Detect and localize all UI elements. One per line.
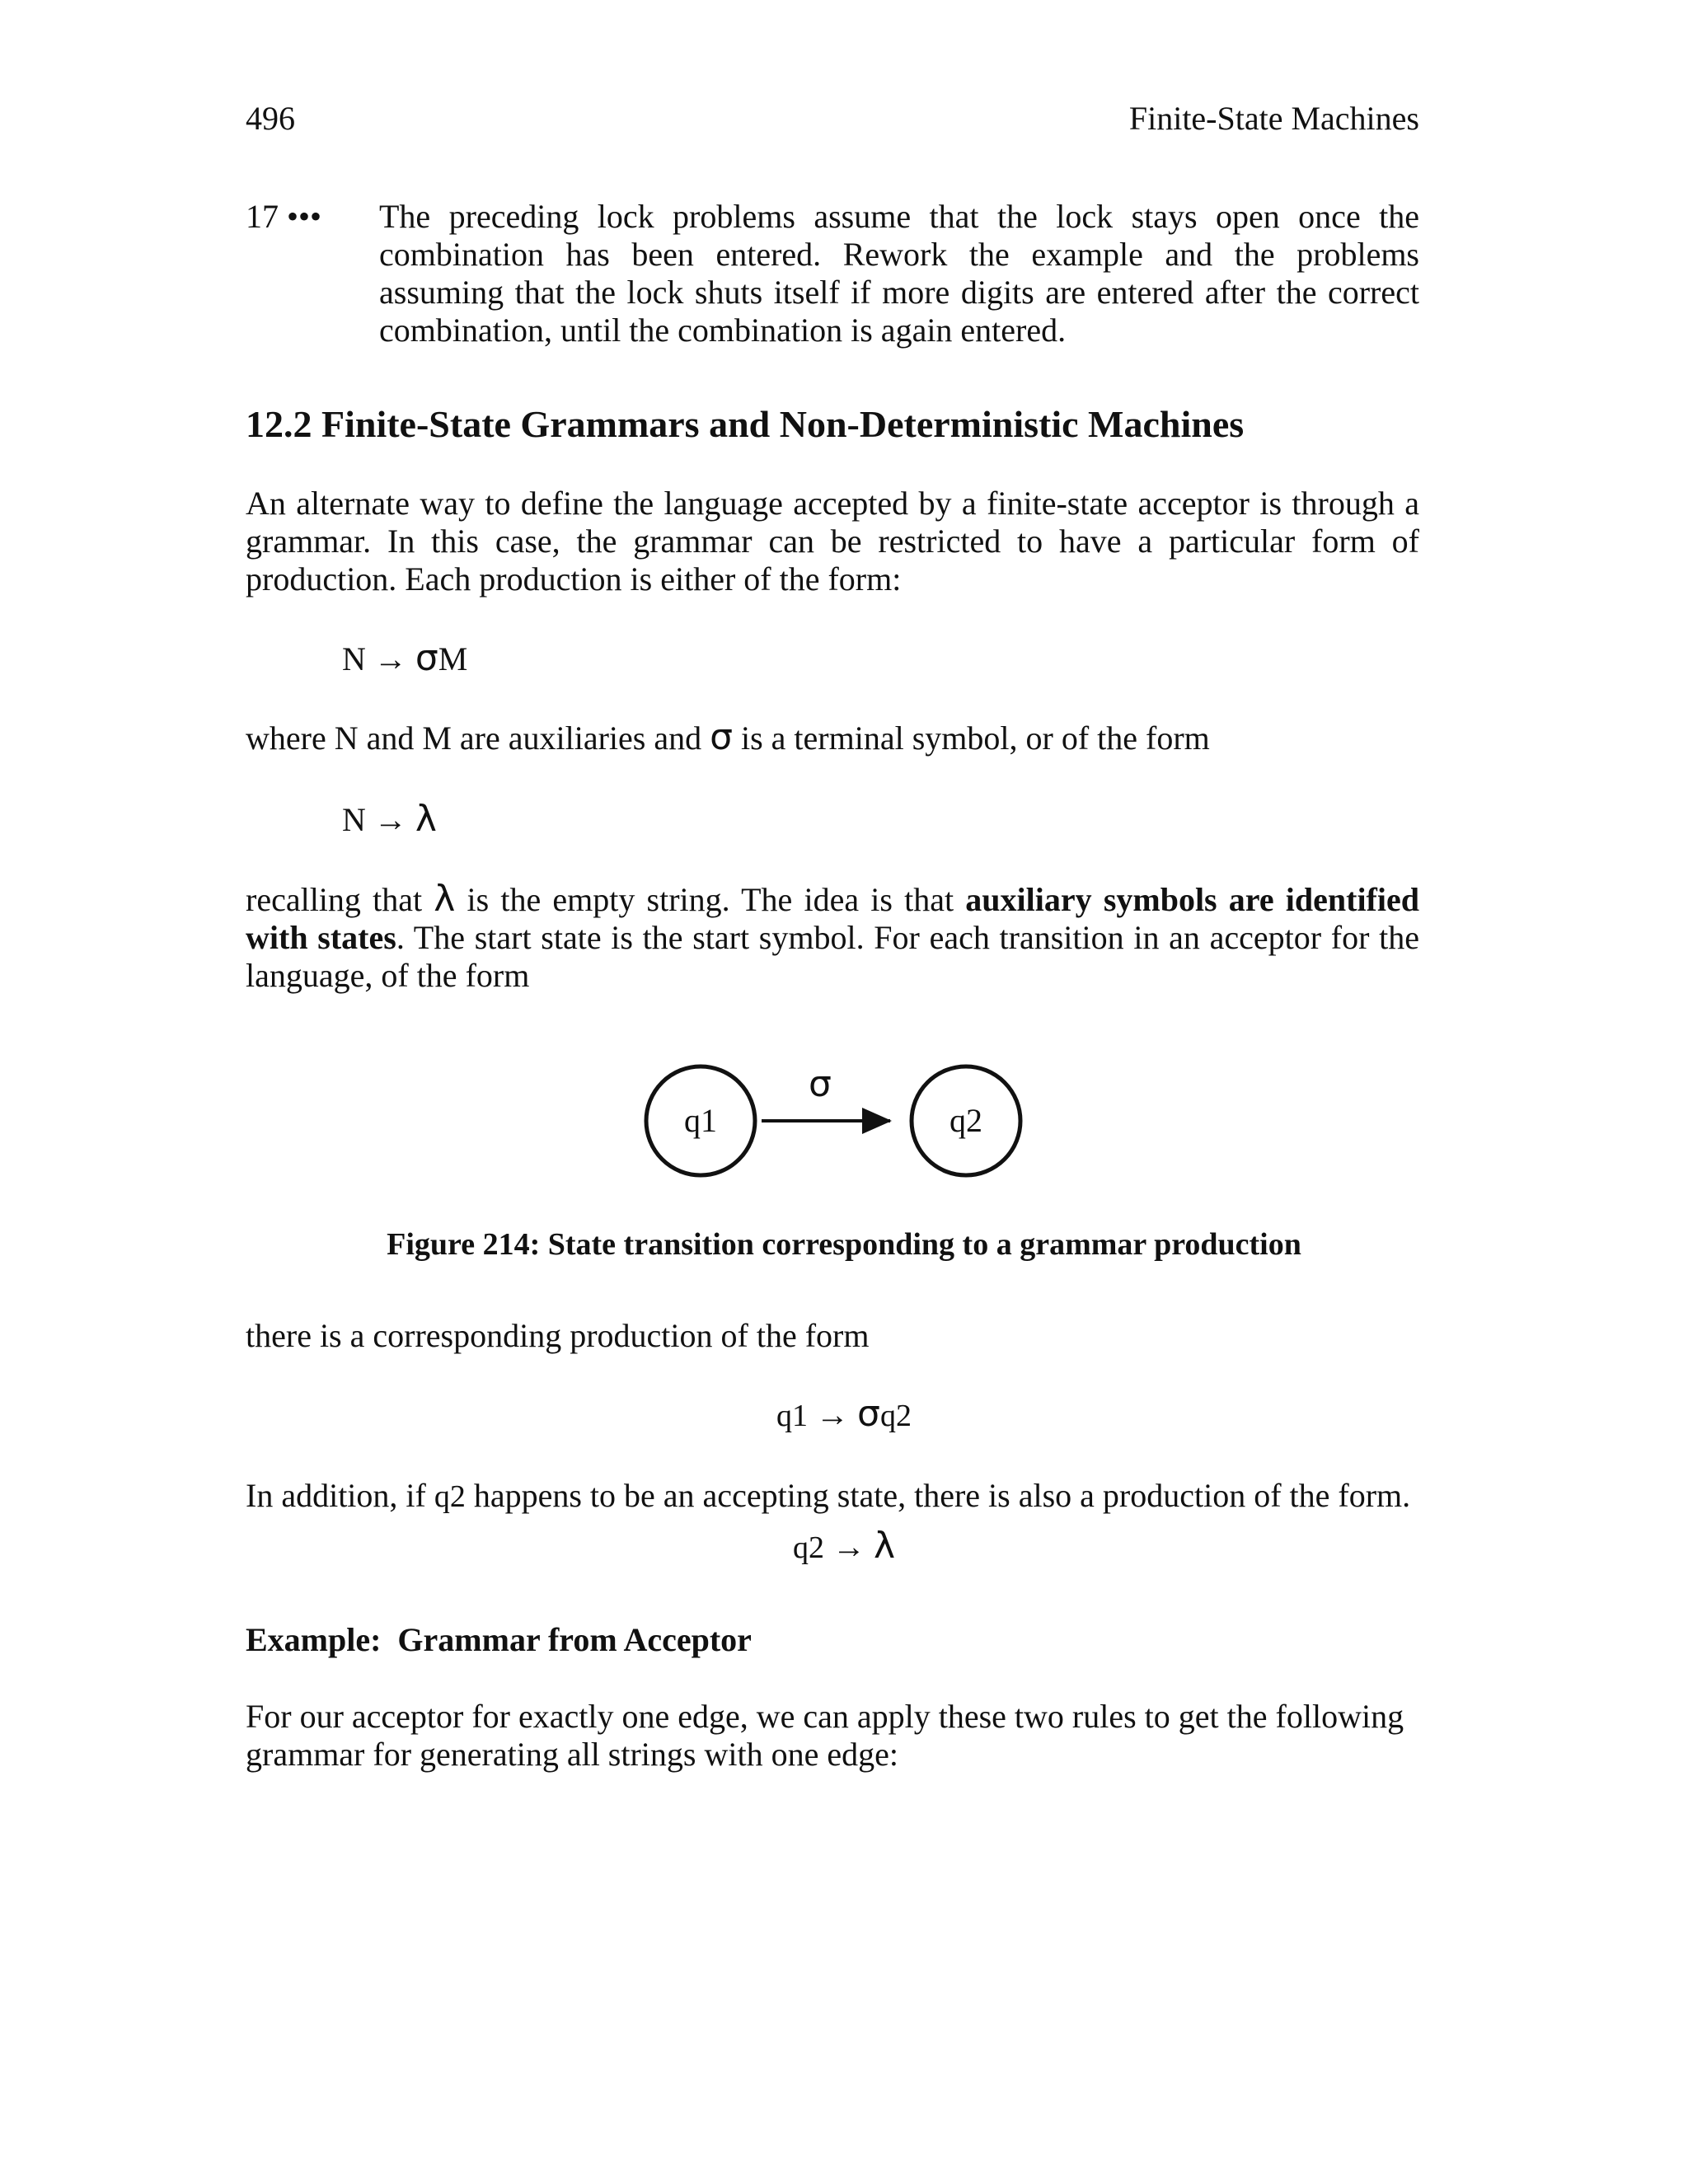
bold-phrase: auxiliary symbols are identified with states	[246, 881, 1419, 956]
state-reference: q2	[434, 1479, 466, 1514]
paragraph-accepting	[246, 1477, 1419, 1516]
formula-lhs: N	[342, 640, 366, 677]
formula-q2-lambda	[0, 1525, 1688, 1567]
formula-rhs: M	[438, 640, 468, 677]
figure-caption: Figure 214: State transition corresponding to a grammar production	[387, 1227, 1301, 1262]
paragraph-identification	[246, 880, 1419, 995]
exercise-number: 17 •••	[246, 198, 322, 235]
arrowhead-icon	[862, 1108, 892, 1134]
lambda-symbol: λ	[434, 878, 456, 920]
arrow-symbol: →	[832, 1528, 865, 1565]
state-transition-diagram	[643, 1047, 1039, 1195]
formula-lhs: q1	[776, 1399, 809, 1433]
example-heading: Example: Grammar from Acceptor	[246, 1621, 752, 1658]
text-segment: recalling that	[246, 881, 434, 918]
paragraph-corresponding: there is a corresponding production of the form	[246, 1317, 870, 1354]
formula-n-sigma-m	[342, 637, 467, 679]
arrow-symbol: →	[816, 1396, 850, 1433]
transition-label: σ	[809, 1063, 832, 1105]
exercise-text: The preceding lock problems assume that the lock stays open once the combination has been entered. Rework the example and the problems assuming that the lock shuts itself if more digits are entered after the correct combination, until the combination is again entered.	[379, 198, 1419, 349]
sigma-symbol: σ	[857, 1393, 880, 1435]
formula-rhs: q2	[879, 1399, 912, 1433]
page-number: 496	[246, 100, 295, 137]
section-title: 12.2 Finite-State Grammars and Non-Deterministic Machines	[246, 403, 1245, 445]
arrow-symbol: →	[373, 801, 407, 838]
text-segment: . The start state is the start symbol. For each transition in an acceptor for the language, of the form	[246, 919, 1420, 994]
text-segment: is the empty string. The idea is that	[455, 881, 966, 918]
state-q2-label: q2	[950, 1102, 982, 1139]
lambda-symbol: λ	[415, 798, 437, 840]
text-segment: In addition, if	[246, 1477, 434, 1514]
formula-lhs: q2	[792, 1530, 824, 1565]
formula-n-lambda	[342, 798, 437, 840]
paragraph-auxiliaries	[246, 716, 1419, 758]
state-q1-label: q1	[684, 1102, 717, 1139]
lambda-symbol: λ	[873, 1525, 896, 1567]
running-title: Finite-State Machines	[1128, 100, 1419, 137]
text-segment: where N and M are auxiliaries and	[246, 719, 710, 757]
sigma-symbol: σ	[710, 716, 733, 758]
arrow-symbol: →	[373, 640, 407, 677]
sigma-symbol: σ	[415, 637, 438, 679]
formula-lhs: N	[342, 801, 366, 838]
text-segment: happens to be an accepting state, there is also a production of the form.	[465, 1477, 1411, 1514]
paragraph-one-edge: For our acceptor for exactly one edge, we can apply these two rules to get the following grammar for generating all strings with one edge:	[246, 1698, 1404, 1773]
paragraph-intro: An alternate way to define the language accepted by a finite-state acceptor is through a grammar. In this case, the grammar can be restricted to have a particular form of production. Each production is either of the form:	[246, 485, 1419, 598]
formula-q1-sigma-q2	[0, 1393, 1688, 1435]
text-segment: is a terminal symbol, or of the form	[733, 719, 1210, 757]
